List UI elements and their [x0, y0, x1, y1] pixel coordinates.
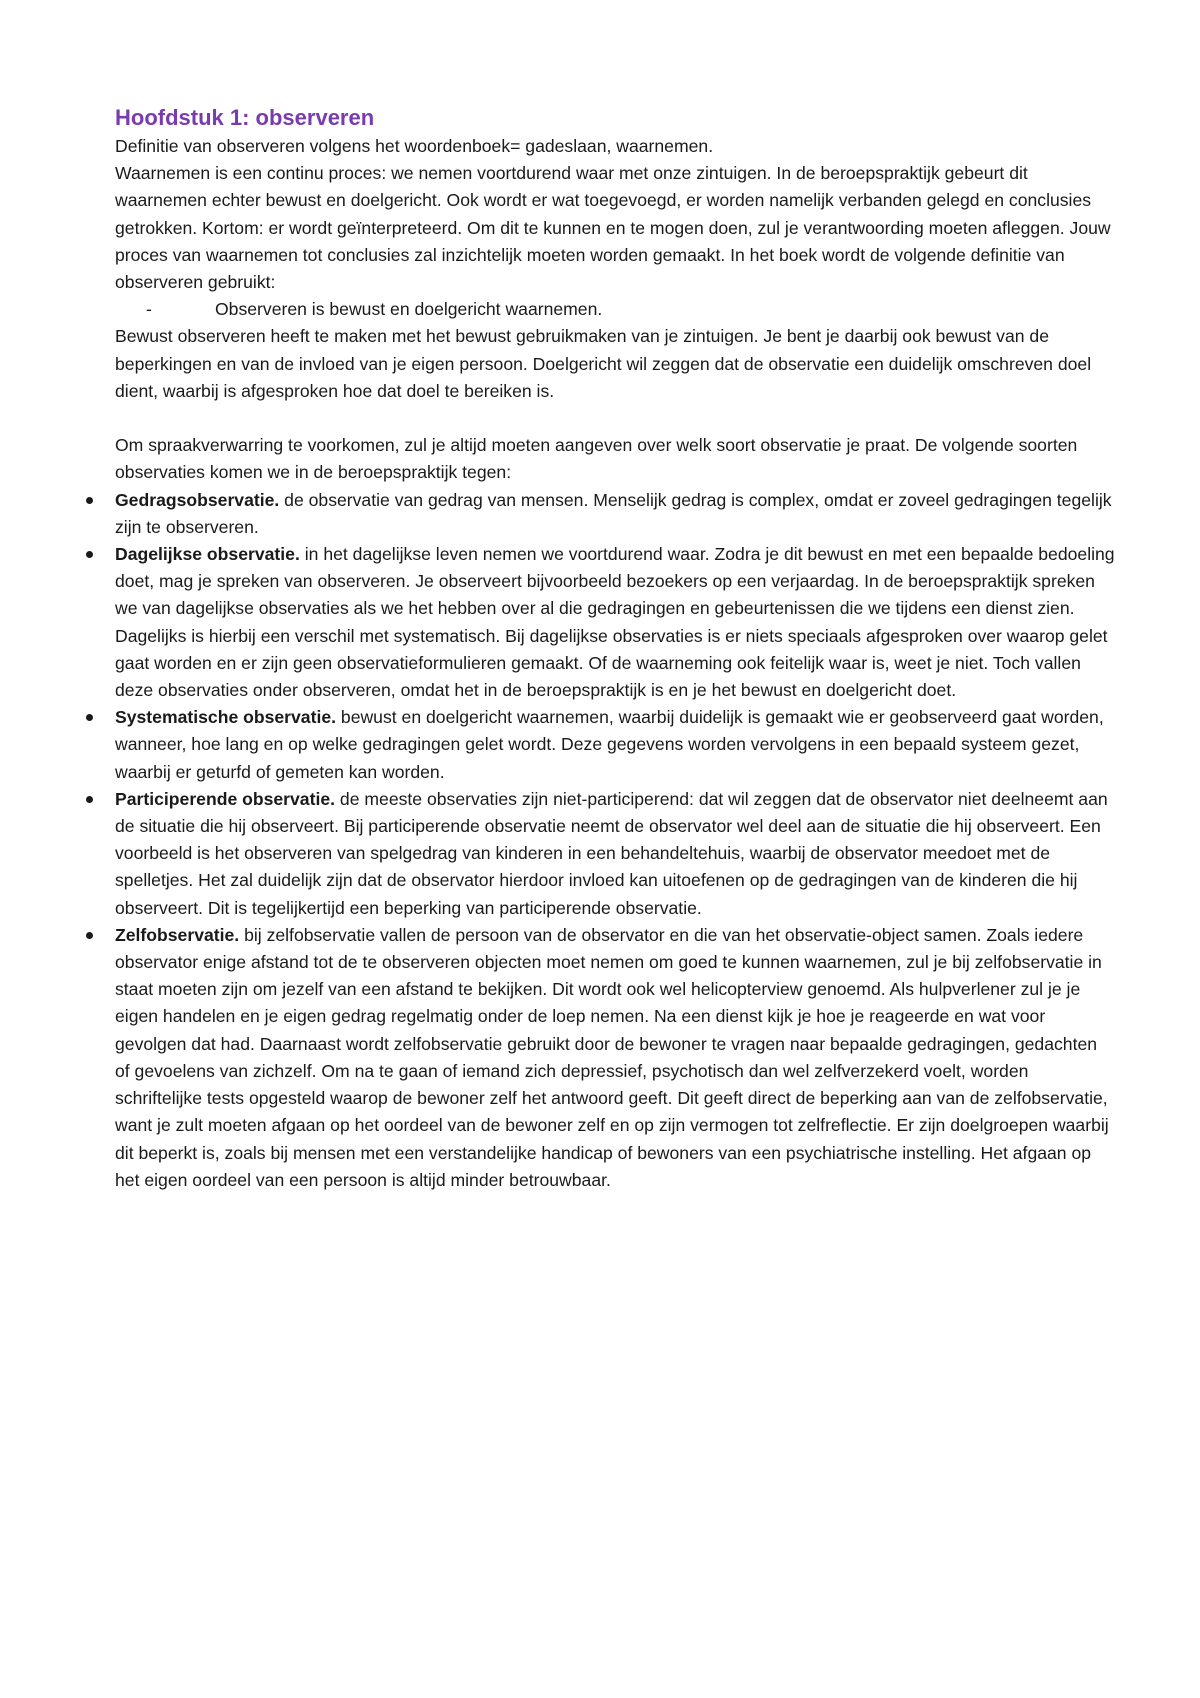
list-item-text: bij zelfobservatie vallen de persoon van de observator en die van het observatie-object samen. Zoals iedere observator enige afstand tot de te observeren objecten moet nemen om goed te kunnen waarnemen, zul je bij zelfobservatie in staat moeten zijn om jezelf van een afstand te bekijken. Dit wordt ook wel helicopterview genoemd. Als hulpverlener zul je je eigen handelen en je eigen gedrag regelmatig onder de loep nemen. Na een dienst kijk je hoe je reageerde en wat voor gevolgen dat had. Daarnaast wordt zelfobservatie gebruikt door de bewoner te vragen naar bepaalde gedragingen, gedachten of gevoelens van zichzelf. Om na te gaan of iemand zich depressief, psychotisch dan wel zelfverzekerd voelt, worden schriftelijke tests opgesteld waarop de bewoner zelf het antwoord geeft. Dit geeft direct de beperking aan van de zelfobservatie, want je zult moeten afgaan op het oordeel van de bewoner zelf en op zijn vermogen tot zelfreflectie. Er zijn doelgroepen waarbij dit beperkt is, zoals bij mensen met een verstandelijke handicap of bewoners van een psychiatrische instelling. Het afgaan op het eigen oordeel van een persoon is altijd minder betrouwbaar.	[115, 924, 1109, 1190]
definition-dash-item	[115, 296, 1115, 323]
blank-line	[115, 405, 1115, 432]
list-item-text: in het dagelijkse leven nemen we voortdurend waar. Zodra je dit bewust en met een bepaalde bedoeling doet, mag je spreken van observeren. Je observeert bijvoorbeeld bezoekers op een verjaardag. In de beroepspraktijk spreken we van dagelijkse observaties als we het hebben over al die gedragingen en gebeurtenissen die we tijdens een dienst zien. Dagelijks is hierbij een verschil met systematisch. Bij dagelijkse observaties is er niets speciaals afgesproken over waarop gelet gaat worden en er zijn geen observatieformulieren gemaakt. Of de waarneming ook feitelijk waar is, weet je niet. Toch vallen deze observaties onder observeren, omdat het in de beroepspraktijk is en je het bewust en doelgericht doet.	[115, 544, 1115, 701]
types-intro-paragraph: Om spraakverwarring te voorkomen, zul je altijd moeten aangeven over welk soort observatie je praat. De volgende soorten observaties komen we in de beroepspraktijk tegen:	[115, 435, 1078, 483]
list-item-text: de meeste observaties zijn niet-participerend: dat wil zeggen dat de observator niet deelneemt aan de situatie die hij observeert. Bij participerende observatie neemt de observator wel deel aan de situatie die hij observeert. Een voorbeeld is het observeren van spelgedrag van kinderen in een behandeltehuis, waarbij de observator meedoet met de spelletjes. Het zal duidelijk zijn dat de observator hierdoor invloed kan uitoefenen op de gedragingen van de kinderen die hij observeert. Dit is tegelijkertijd een beperking van participerende observatie.	[115, 788, 1108, 918]
bullet-icon	[86, 497, 93, 504]
explanation-paragraph: Bewust observeren heeft te maken met het bewust gebruikmaken van je zintuigen. Je bent je daarbij ook bewust van de beperkingen en van de invloed van je eigen persoon. Doelgericht wil zeggen dat de observatie een duidelijk omschreven doel dient, waarbij is afgesproken hoe dat doel te bereiken is.	[115, 326, 1092, 401]
definition-line: Definitie van observeren volgens het woordenboek= gadeslaan, waarnemen.	[115, 136, 714, 156]
intro-paragraph: Waarnemen is een continu proces: we nemen voortdurend waar met onze zintuigen. In de beroepspraktijk gebeurt dit waarnemen echter bewust en doelgericht. Ook wordt er wat toegevoegd, er worden namelijk verbanden gelegd en conclusies getrokken. Kortom: er wordt geïnterpreteerd. Om dit te kunnen en te mogen doen, zul je verantwoording moeten afleggen. Jouw proces van waarnemen tot conclusies zal inzichtelijk moeten worden gemaakt. In het boek wordt de volgende definitie van observeren gebruikt:	[115, 163, 1111, 293]
list-item-text: de observatie van gedrag van mensen. Menselijk gedrag is complex, omdat er zoveel gedragingen tegelijk zijn te observeren.	[115, 489, 1112, 537]
list-item-dagelijkse-observatie	[115, 541, 1115, 704]
bullet-icon	[86, 714, 93, 721]
observation-types-list	[115, 487, 1115, 1194]
dash-item-text: Observeren is bewust en doelgericht waarnemen.	[215, 299, 603, 320]
list-item-participerende-observatie	[115, 786, 1115, 922]
bullet-icon	[86, 932, 93, 939]
dash-marker: -	[146, 299, 152, 320]
list-item-term: Gedragsobservatie.	[115, 489, 280, 510]
bullet-icon	[86, 551, 93, 558]
list-item-text: bewust en doelgericht waarnemen, waarbij duidelijk is gemaakt wie er geobserveerd gaat worden, wanneer, hoe lang en op welke gedragingen gelet wordt. Deze gegevens worden vervolgens in een bepaald systeem gezet, waarbij er geturfd of gemeten kan worden.	[115, 707, 1104, 782]
list-item-term: Systematische observatie.	[115, 707, 337, 728]
list-item-term: Participerende observatie.	[115, 788, 336, 809]
list-item-systematische-observatie	[115, 704, 1115, 786]
list-item-term: Zelfobservatie.	[115, 924, 240, 945]
bullet-icon	[86, 796, 93, 803]
list-item-zelfobservatie	[115, 922, 1115, 1194]
list-item-term: Dagelijkse observatie.	[115, 544, 300, 565]
chapter-title: Hoofdstuk 1: observeren	[115, 105, 375, 130]
list-item-gedragsobservatie	[115, 487, 1115, 541]
document-page	[115, 103, 1115, 1194]
